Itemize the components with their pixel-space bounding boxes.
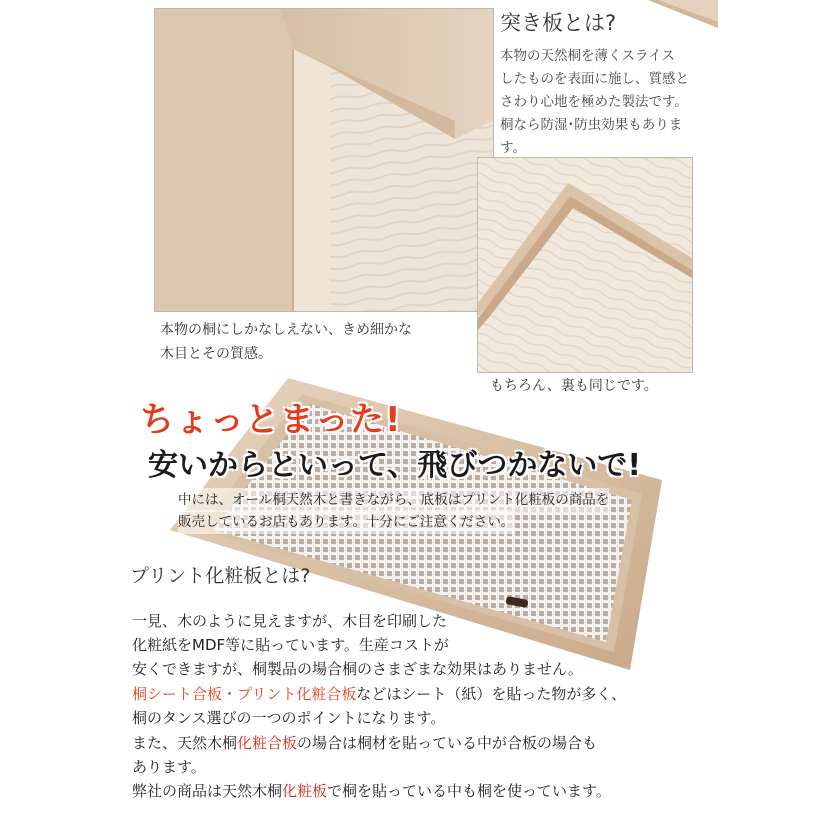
tsukiita-line-2: したものを表面に施し、質感と [500, 71, 689, 87]
print-line-6-highlight: 化粧合板 [237, 734, 298, 752]
print-line-4-rest: などはシート（紙）を貼った物が多く、 [356, 685, 627, 703]
tsukiita-title: 突き板とは? [500, 11, 617, 35]
tsukiita-line-3: さわり心地を極めた製法です。 [500, 94, 688, 110]
print-line-2: 化粧紙をMDF等に貼っています。生産コストが [132, 636, 449, 654]
print-line-8-highlight: 化粧板 [282, 782, 328, 800]
tsukiita-line-1: 本物の天然桐を薄くスライス [500, 48, 675, 64]
print-line-8 [132, 778, 611, 804]
headline-wait: ちょっとまった! [140, 400, 402, 440]
print-line-4 [132, 681, 626, 707]
photo1-caption-2: 木目とその質感。 [160, 346, 272, 362]
print-line-6 [132, 730, 597, 756]
photo2-caption: もちろん、裏も同じです。 [490, 378, 658, 394]
tray-inner-photo [154, 8, 494, 312]
print-line-5: 桐のタンス選びの一つのポイントになります。 [132, 709, 446, 727]
notice-line-1: 中には、オール桐天然木と書きながら、底板はプリント化粧板の商品を [178, 488, 609, 512]
tsukiita-line-4: 桐なら防湿･防虫効果もありま [500, 117, 683, 133]
photo1-caption-1: 本物の桐にしかなしえない、きめ細かな [160, 322, 412, 338]
print-board-title: プリント化粧板とは? [130, 565, 311, 587]
notice-line-2: 販売しているお店もあります。十分にご注意ください。 [178, 510, 514, 534]
print-line-1: 一見、木のように見えますが、木目を印刷した [132, 612, 448, 630]
print-line-4-highlight: 桐シート合板・プリント化粧合板 [132, 685, 357, 703]
print-line-8-b: で桐を貼っている中も桐を使っています。 [327, 782, 611, 800]
print-line-7: あります。 [132, 758, 206, 776]
print-line-3: 安くできますが、桐製品の場合桐のさまざまな効果はありません。 [132, 660, 583, 678]
print-line-8-a: 弊社の商品は天然木桐 [132, 782, 283, 800]
corner-wood-strip [648, 0, 718, 30]
print-line-6-b: の場合は桐材を貼っている中が合板の場合も [297, 734, 598, 752]
tray-back-photo [477, 157, 693, 373]
print-line-6-a: また、天然木桐 [132, 734, 238, 752]
tsukiita-line-5: す。 [500, 140, 526, 156]
headline-dont-jump: 安いからといって、飛びつかないで! [148, 448, 642, 483]
